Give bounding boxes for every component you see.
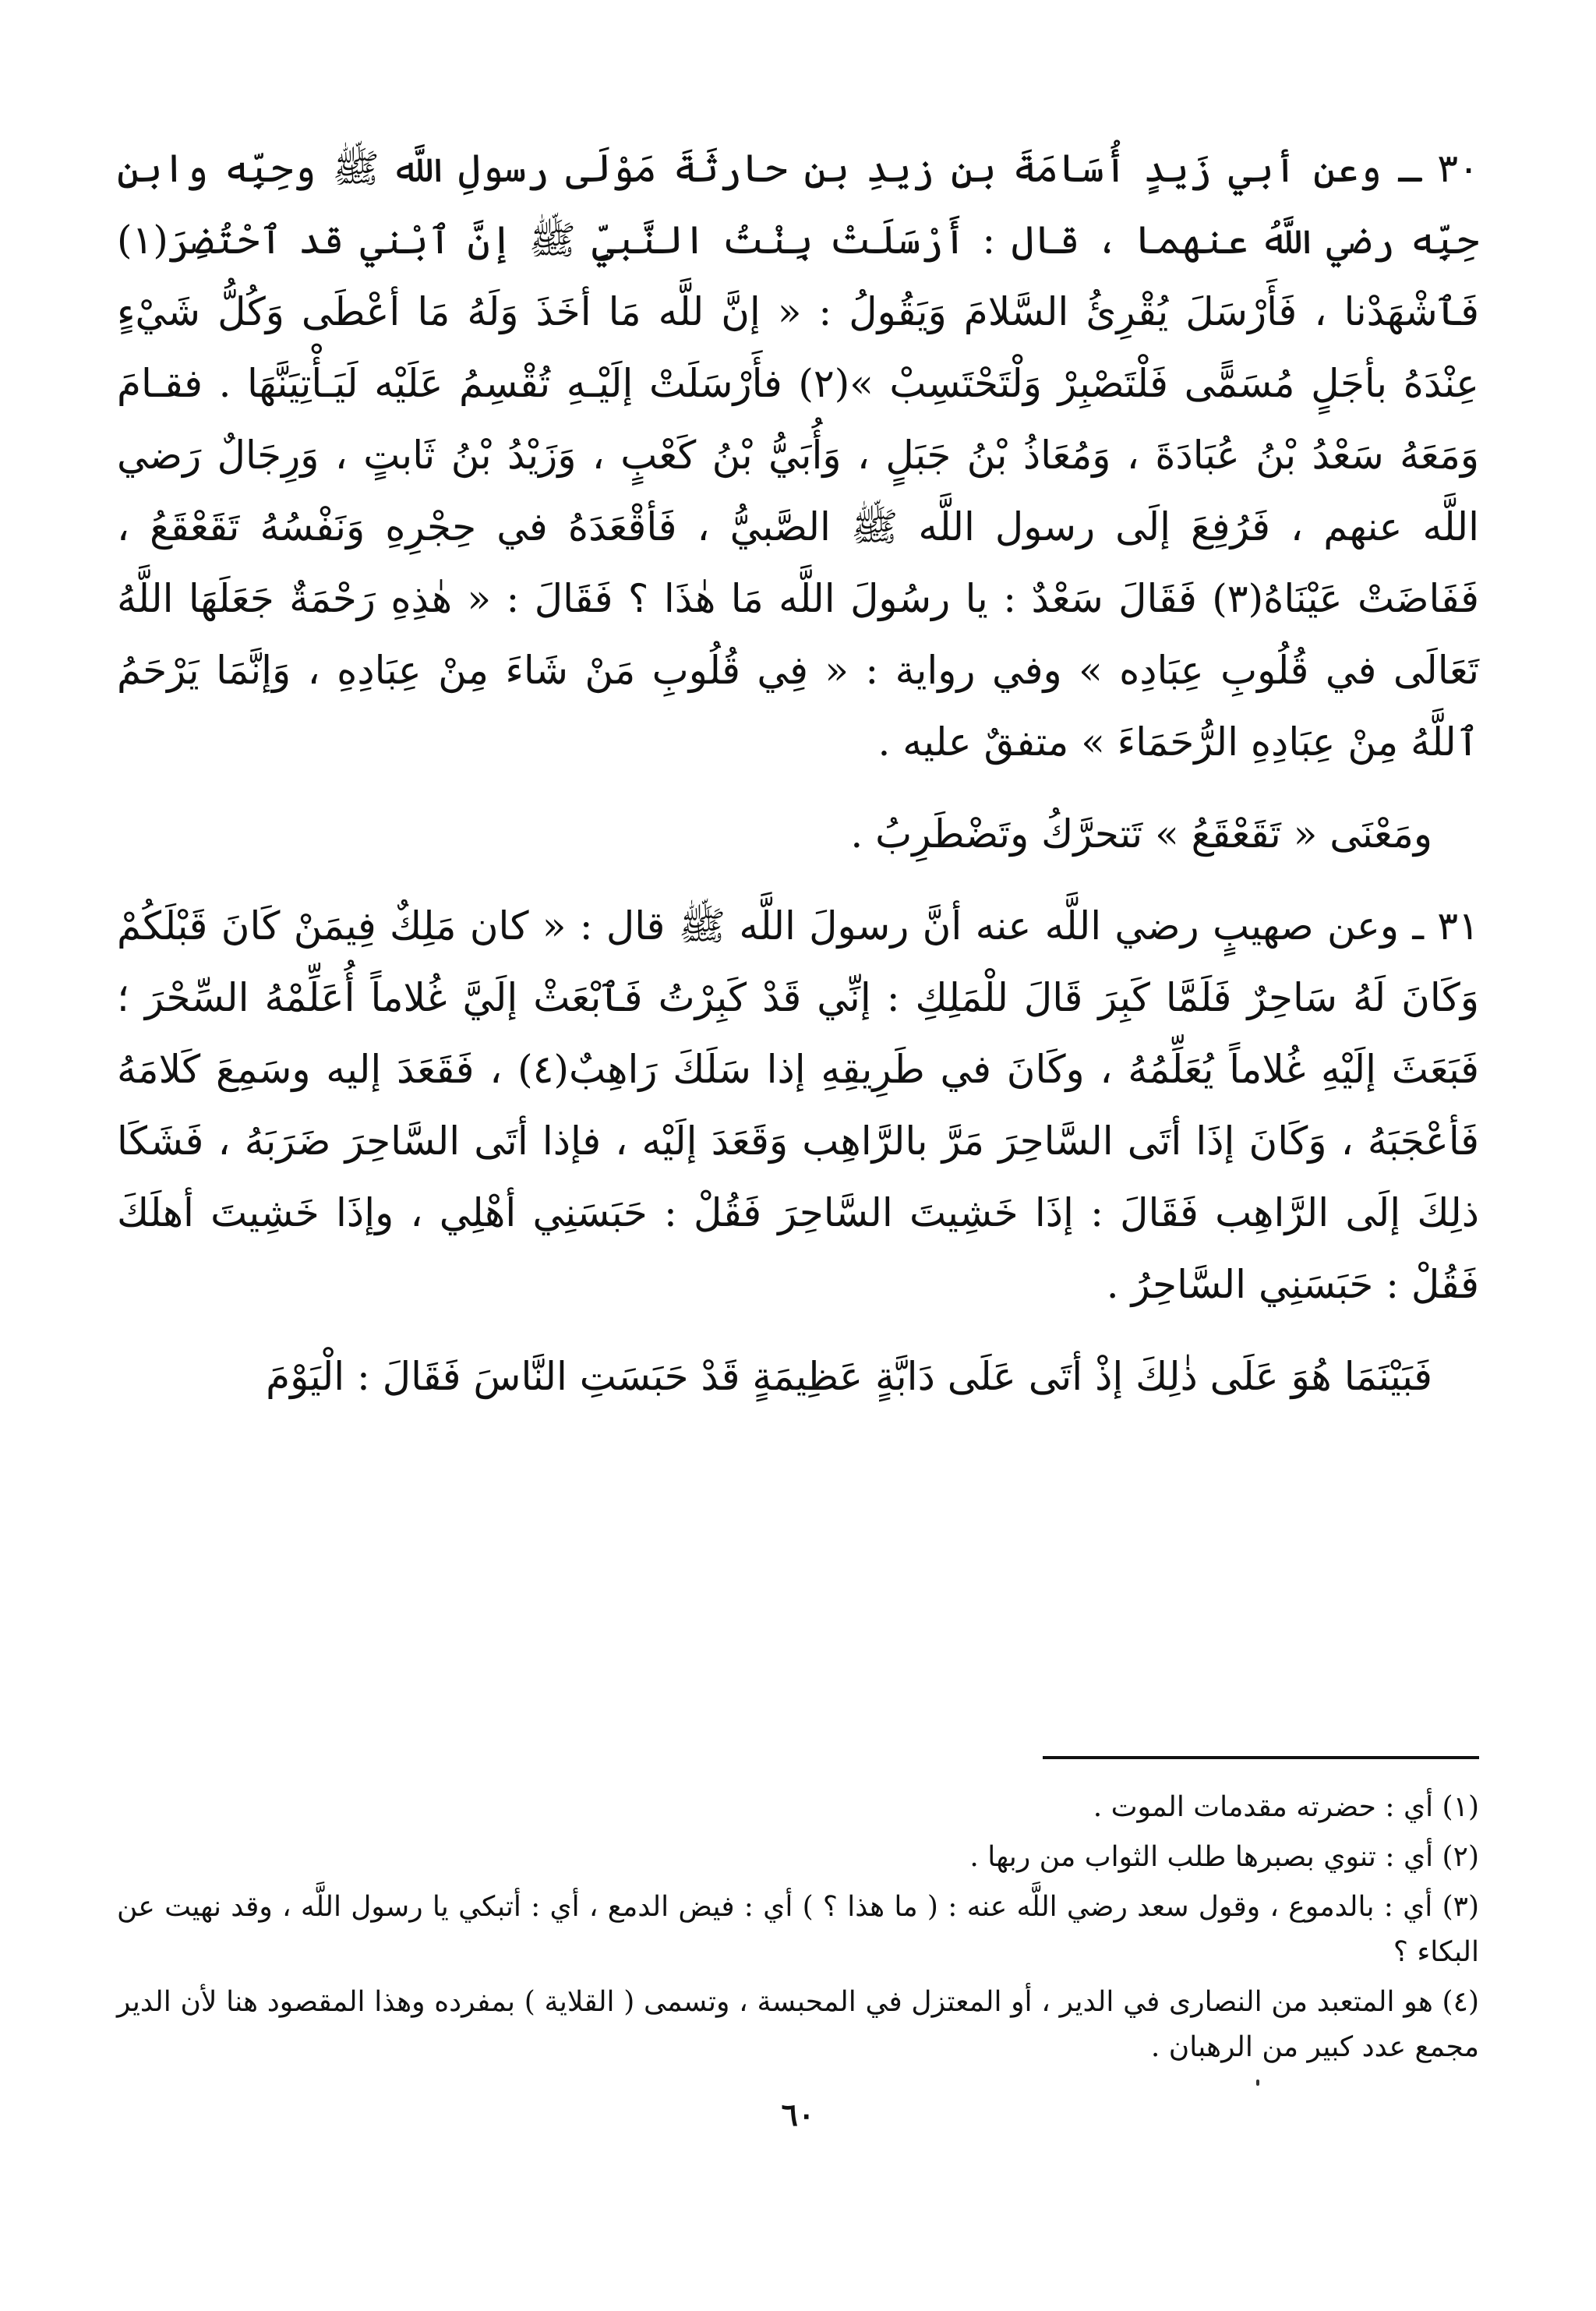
footnote-2: (٢) أي : تنوي بصبرها طلب الثواب من ربها .	[969, 1841, 1479, 1873]
hadith-30-paragraph: ٣٠ ـ وعن أبي زَيدٍ أُسَامَةَ بنِ زيدِ بنِ حارثَةَ مَوْلَى رسولِ اللَّه ﷺ وحِبِّه وابنِ حِبِّه رضي اللَّهُ عنهما ، قال : أَرْسَلَتْ بِنْتُ النَّبيِّ ﷺ إنَّ ٱبْني قد ٱحْتُضِرَ(١) فَٱشْهَدْنا ، فَأَرْسَلَ يُقْرِئُ السَّلامَ وَيَقُولُ : « إنَّ للَّه مَا أخَذَ وَلَهُ مَا أعْطَى وَكُلُّ شَيْءٍ عِنْدَهُ بأجَلٍ مُسَمًّى فَلْتَصْبِرْ وَلْتَحْتَسِبْ »(٢) فأَرْسَلَتْ إلَيْـهِ تُقْسِمُ عَلَيْه لَيَـأْتِيَنَّهَا . فقـامَ وَمَعَهُ سَعْدُ بْنُ عُبَادَةَ ، وَمُعَاذُ بْنُ جَبَلٍ ، وَأُبَيُّ بْنُ كَعْبٍ ، وَزَيْدُ بْنُ ثَابتٍ ، وَرِجَالٌ رَضي اللَّه عنهم ، فَرُفِعَ إلَى رسول اللَّه ﷺ الصَّبيُّ ، فَأقْعَدَهُ في حِجْرِهِ وَنَفْسُهُ تَقَعْقَعُ ، فَفَاضَتْ عَيْنَاهُ(٣) فَقَالَ سَعْدٌ : يا رسُولَ اللَّه مَا هٰذَا ؟ فَقَالَ : « هٰذِهِ رَحْمَةٌ جَعَلَهَا اللَّهُ تَعَالَى في قُلُوبِ عِبَادِه » وفي رواية : « فِي قُلُوبِ مَنْ شَاءَ مِنْ عِبَادِهِ ، وَإنَّمَا يَرْحَمُ ٱللَّهُ مِنْ عِبَادِهِ الرُّحَمَاءَ » متفقٌ عليه .	[117, 146, 1479, 765]
word-meaning-paragraph: ومَعْنَى « تَقَعْقَعُ » تَتحرَّكُ وتَضْطَرِبُ .	[850, 811, 1432, 857]
scan-speck	[1256, 2080, 1259, 2086]
page-number: ٦٠	[781, 2097, 815, 2133]
hadith-31-continuation: فَبَيْنَمَا هُوَ عَلَى ذٰلِكَ إذْ أتَى عَلَى دَابَّةٍ عَظِيمَةٍ قَدْ حَبَسَتِ النَّاسَ فَقَالَ : الْيَوْمَ	[266, 1354, 1432, 1399]
main-text	[117, 133, 1479, 1433]
footnotes	[117, 1785, 1479, 2075]
footnote-divider	[1043, 1756, 1479, 1759]
footnote-4: (٤) هو المتعبد من النصارى في الدير ، أو المعتزل في المحبسة ، وتسمى ( القلاية ) بمفرده وهذا المقصود هنا لأن الدير مجمع عدد كبير من الرهبان .	[117, 1986, 1479, 2063]
footnote-3: (٣) أي : بالدموع ، وقول سعد رضي اللَّه عنه : ( ما هذا ؟ ) أي : فيض الدمع ، أي : أتبكي يا رسول اللَّه ، وقد نهيت عن البكاء ؟	[117, 1891, 1480, 1968]
footnote-1: (١) أي : حضرته مقدمات الموت .	[1093, 1791, 1479, 1823]
hadith-31-paragraph: ٣١ ـ وعن صهيبٍ رضي اللَّه عنه أنَّ رسولَ اللَّه ﷺ قال : « كان مَلِكٌ فِيمَنْ كَانَ قَبْلَكُمْ وَكَانَ لَهُ سَاحِرٌ فَلَمَّا كَبِرَ قَالَ للْمَلِكِ : إنِّي قَدْ كَبِرْتُ فَٱبْعَثْ إلَيَّ غُلاماً أُعَلِّمْهُ السِّحْرَ ؛ فَبَعَثَ إلَيْهِ غُلاماً يُعَلِّمُهُ ، وكَانَ في طَرِيقِهِ إذا سَلَكَ رَاهِبٌ(٤) ، فَقَعَدَ إليه وسَمِعَ كَلامَهُ فَأعْجَبَهُ ، وَكَانَ إذَا أتَى السَّاحِرَ مَرَّ بالرَّاهِب وَقَعَدَ إلَيْه ، فإذا أتَى السَّاحِرَ ضَرَبَهُ ، فَشَكَا ذلِكَ إلَى الرَّاهِب فَقَالَ : إذَا خَشِيتَ السَّاحِرَ فَقُلْ : حَبَسَنِي أهْلِي ، وإذَا خَشِيتَ أهلَكَ فَقُلْ : حَبَسَنِي السَّاحِرُ .	[117, 903, 1479, 1307]
